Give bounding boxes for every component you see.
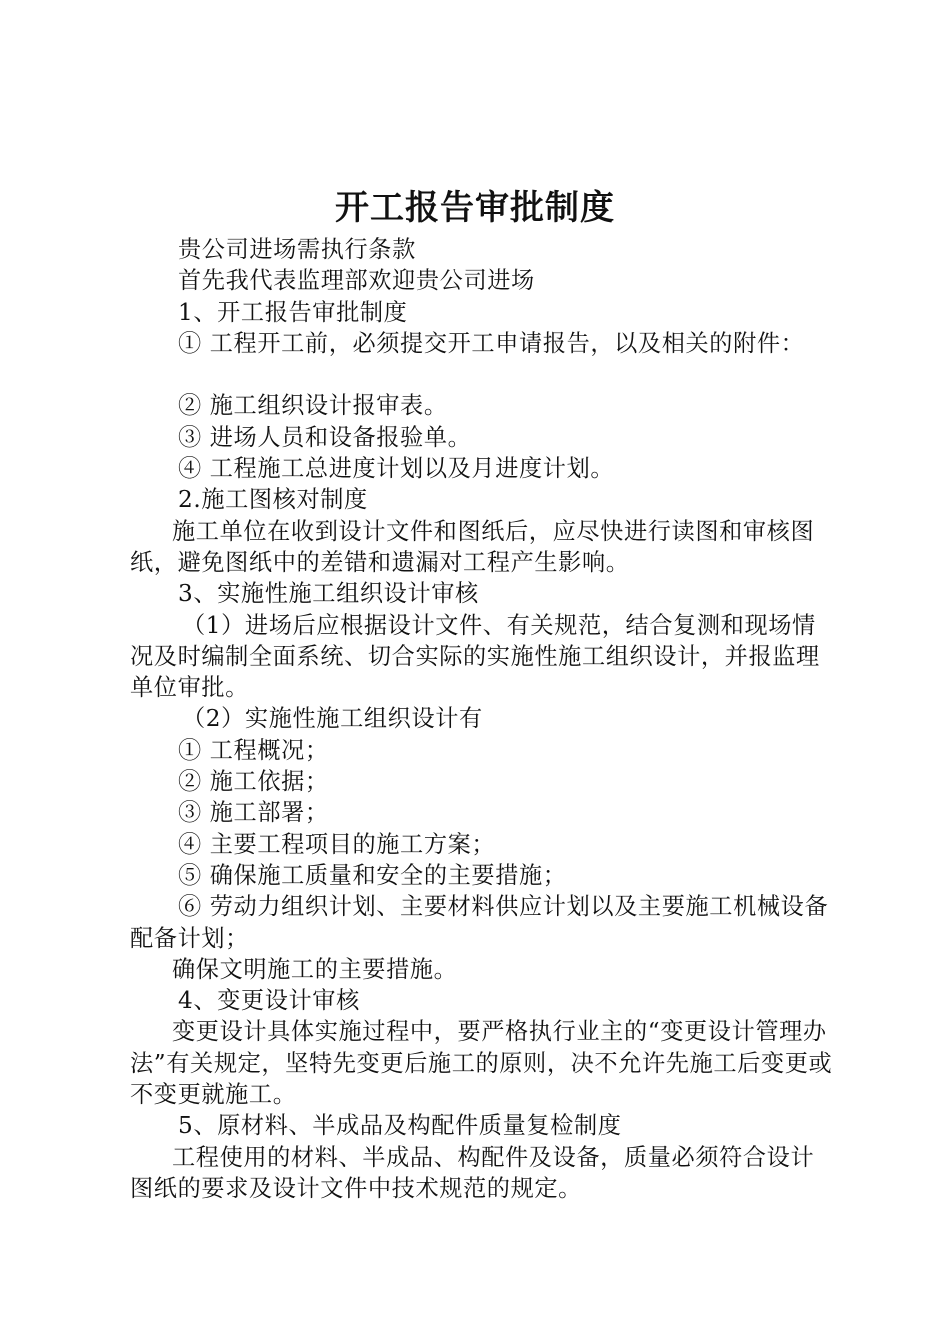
paragraph: 工程使用的材料、半成品、构配件及设备，质量必须符合设计图纸的要求及设计文件中技术规范的规定。 (130, 1143, 815, 1202)
section-heading: 1、开工报告审批制度 (178, 298, 408, 326)
blank-line (130, 359, 835, 390)
paragraph: 变更设计具体实施过程中，要严格执行业主的“变更设计管理办法”有关规定，坚特先变更后施工的原则，决不允许先施工后变更或不变更就施工。 (130, 1018, 833, 1109)
section-heading: 2.施工图核对制度 (178, 486, 368, 514)
list-item: ② 施工组织设计报审表。 (178, 392, 448, 420)
list-item: ⑤ 确保施工质量和安全的主要措施； (178, 861, 567, 889)
list-item: ① 工程概况； (178, 736, 329, 764)
document-title: 开工报告审批制度 (335, 188, 615, 228)
list-item: ① 工程开工前，必须提交开工申请报告，以及相关的附件： (178, 329, 805, 357)
section-heading: 4、变更设计审核 (178, 987, 360, 1015)
paragraph: 贵公司进场需执行条款 (178, 236, 416, 263)
sub-heading: （2）实施性施工组织设计有 (182, 705, 483, 733)
paragraph: 施工单位在收到设计文件和图纸后，应尽快进行读图和审核图纸，避免图纸中的差错和遗漏对工程产生影响。 (130, 517, 815, 576)
list-item: ④ 主要工程项目的施工方案； (178, 830, 496, 858)
document-body (130, 234, 835, 1204)
list-item: ② 施工依据； (178, 768, 329, 796)
section-heading: 3、实施性施工组织设计审核 (178, 580, 479, 608)
paragraph: 首先我代表监理部欢迎贵公司进场 (178, 267, 535, 295)
section-heading: 5、原材料、半成品及构配件质量复检制度 (178, 1112, 622, 1140)
list-item: ④ 工程施工总进度计划以及月进度计划。 (178, 455, 615, 483)
list-item: ⑥ 劳动力组织计划、主要材料供应计划以及主要施工机械设备配备计划； (130, 893, 829, 952)
paragraph: （1）进场后应根据设计文件、有关规范，结合复测和现场情况及时编制全面系统、切合实际的实施性施工组织设计，并报监理单位审批。 (130, 611, 820, 702)
list-item: ③ 施工部署； (178, 799, 329, 827)
paragraph: 确保文明施工的主要措施。 (172, 955, 458, 983)
list-item: ③ 进场人员和设备报验单。 (178, 423, 472, 451)
